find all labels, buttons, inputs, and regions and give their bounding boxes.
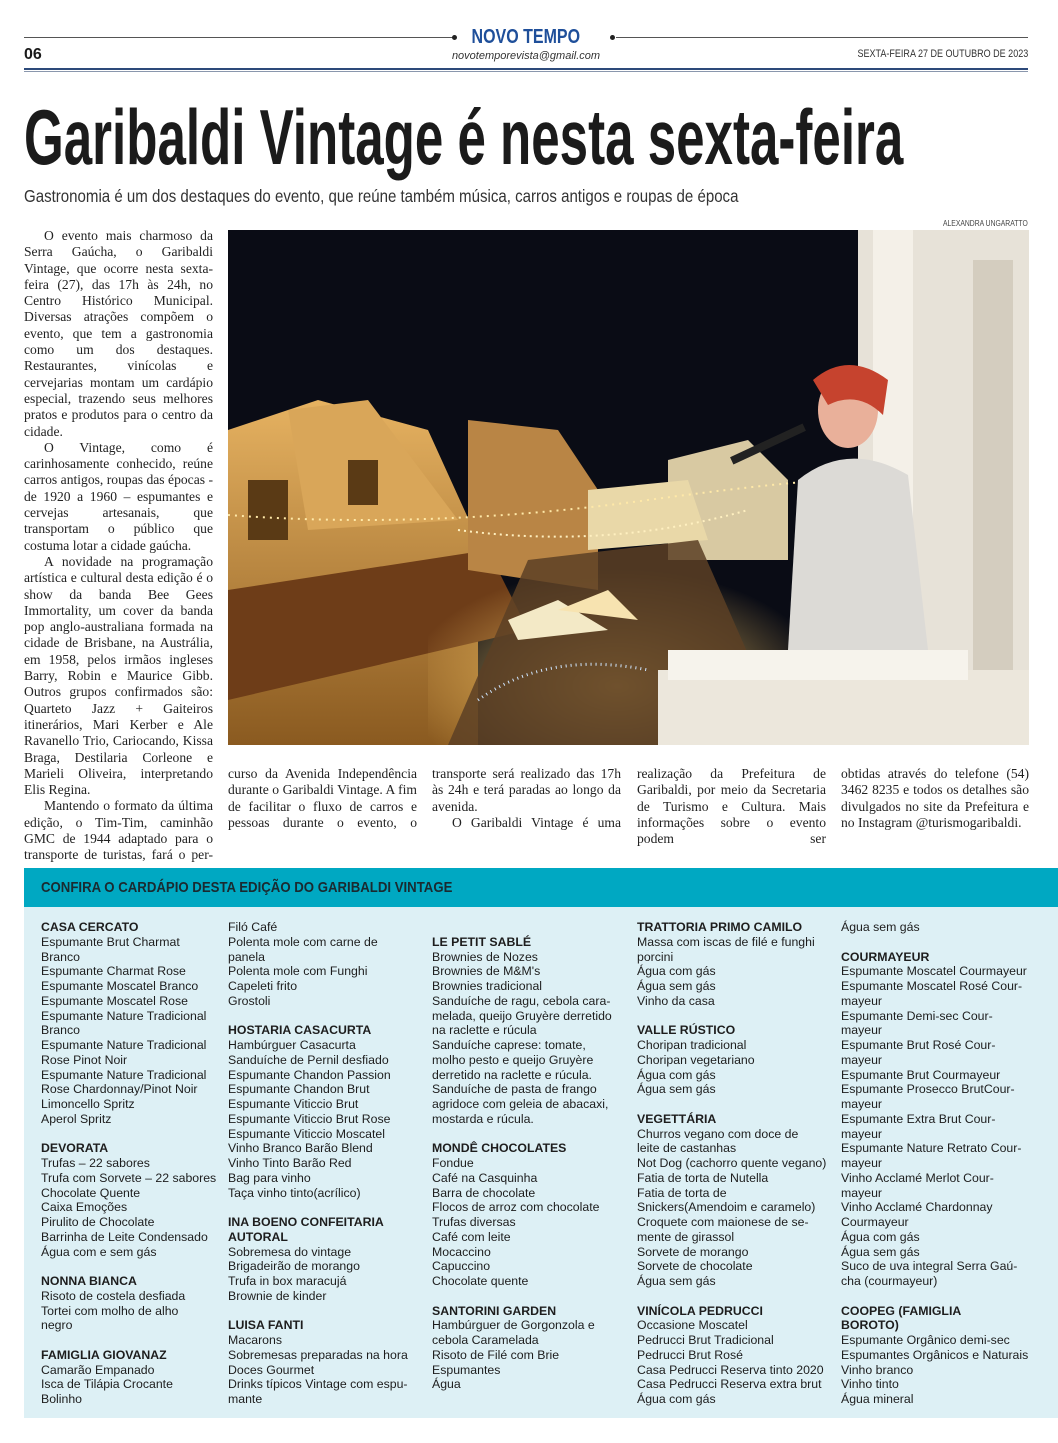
menu-item: Risoto de costela desfiada (41, 1288, 186, 1303)
article-paragraph: Mantendo o formato da última edição, o Tim-Tim, caminhão GMC de 1944 adaptado para o transporte de turistas, fará o per- (24, 798, 213, 863)
menu-item: Hambúrguer Casacurta (228, 1038, 356, 1052)
menu-item: Água com gás (637, 1392, 716, 1406)
menu-vendor-group (41, 1274, 216, 1333)
article-paragraph: curso da Avenida Independência durante o Garibaldi Vintage. A fim de facilitar o fluxo de carros e pessoas durante o evento, o (228, 766, 417, 830)
menu-item: Vinho tinto (841, 1377, 899, 1392)
vendor-name: TRATTORIA PRIMO CAMILO (637, 920, 803, 934)
menu-item: leite de castanhas (637, 1141, 737, 1156)
menu-item: Courmayeur (841, 1215, 909, 1229)
vendor-name: COOPEG (FAMIGLIA BOROTO) (841, 1303, 961, 1333)
menu-column-3 (432, 920, 612, 1407)
headline: Garibaldi Vintage é nesta sexta-feira (24, 93, 904, 181)
menu-item: Branco (41, 949, 80, 964)
menu-item: Espumante Brut Courmayeur (841, 1067, 1001, 1082)
menu-item: Trufas – 22 sabores (41, 1156, 150, 1170)
menu-item: Drinks típicos Vintage com espu- (228, 1377, 408, 1392)
menu-vendor-group (637, 1023, 826, 1097)
menu-item: Fatia de torta de Nutella (637, 1170, 769, 1185)
vendor-name: HOSTARIA CASACURTA (228, 1023, 372, 1038)
menu-item: Sanduíche de Pernil desfiado (228, 1052, 389, 1067)
menu-item: Polenta mole com carne de (228, 934, 378, 949)
article-paragraph: transporte será realizado das 17h às 24h e terá paradas ao longo da avenida. (432, 766, 621, 814)
menu-item: Vinho branco (841, 1362, 914, 1377)
menu-item: Espumante Viticcio Brut (228, 1097, 359, 1111)
menu-vendor-group (432, 1141, 612, 1289)
article-paragraph: obtidas através do telefone (54) 3462 8235 e todos os detalhes são divulgados no site da Prefeitura e no Instagram @turismogaribaldi. (841, 766, 1029, 830)
menu-item: Sobremesa do vintage (228, 1244, 352, 1259)
header-double-rule (24, 68, 1028, 70)
header-double-rule-thin (24, 71, 1028, 72)
menu-item: Água sem gás (841, 1244, 920, 1259)
menu-column-1 (41, 920, 216, 1422)
menu-item: Fondue (432, 1156, 474, 1170)
issue-date: SEXTA-FEIRA 27 DE OUTUBRO DE 2023 (857, 48, 1028, 60)
menu-item: Água com e sem gás (41, 1244, 157, 1259)
article-column-3 (432, 766, 621, 831)
menu-item: Mocaccino (432, 1244, 491, 1259)
menu-item: derretido na raclette e rúcula. (432, 1067, 592, 1082)
menu-item: Sanduíche caprese: tomate, (432, 1038, 586, 1052)
menu-item: Água sem gás (637, 1082, 716, 1097)
vendor-name: CASA CERCATO (41, 920, 139, 934)
menu-item: Bag para vinho (228, 1170, 311, 1185)
header-dot-right (610, 35, 615, 40)
menu-item: Aperol Spritz (41, 1111, 112, 1126)
menu-item: Camarão Empanado (41, 1362, 155, 1377)
menu-item: Choripan tradicional (637, 1038, 747, 1052)
menu-item: Choripan vegetariano (637, 1052, 755, 1067)
menu-item: Grostoli (228, 993, 271, 1008)
menu-vendor-group (637, 920, 826, 1009)
vendor-name: DEVORATA (41, 1141, 109, 1156)
menu-item: Sanduíche de pasta de frango (432, 1082, 597, 1097)
menu-item: Espumante Prosecco BrutCour- (841, 1082, 1015, 1097)
menu-item: Vinho da casa (637, 993, 715, 1008)
vendor-name: VALLE RÚSTICO (637, 1023, 736, 1038)
menu-item: cebola Caramelada (432, 1333, 539, 1347)
menu-item: Massa com iscas de filé e funghi (637, 934, 815, 949)
menu-item: Água (432, 1377, 461, 1392)
menu-item: Churros vegano com doce de (637, 1126, 799, 1141)
menu-item: Sobremesas preparadas na hora (228, 1347, 408, 1362)
menu-item: Espumante Viticcio Brut Rose (228, 1111, 391, 1126)
menu-item: Café com leite (432, 1229, 511, 1244)
menu-item: Bolinho (41, 1392, 83, 1406)
menu-item: Occasione Moscatel (637, 1318, 748, 1333)
menu-item: Pedrucci Brut Rosé (637, 1347, 743, 1362)
menu-item: Chocolate Quente (41, 1185, 141, 1200)
vendor-name: LE PETIT SABLÉ (432, 934, 532, 949)
brand-text: NOVO TEMPO (471, 26, 581, 48)
menu-item: Suco de uva integral Serra Gaú- (841, 1259, 1018, 1274)
menu-item: Capuccino (432, 1259, 491, 1274)
vendor-name: INA BOENO CONFEITARIA AUTORAL (228, 1215, 384, 1244)
menu-item: mayeur (841, 1097, 883, 1111)
menu-item: Pirulito de Chocolate (41, 1215, 155, 1229)
header-rule-right (616, 37, 1028, 38)
vendor-name: NONNA BIANCA (41, 1274, 137, 1288)
menu-vendor-group (637, 1112, 826, 1289)
menu-item: Espumante Nature Tradicional (41, 1008, 207, 1023)
menu-item: Brownie de kinder (228, 1288, 327, 1303)
menu-item: Sorvete de chocolate (637, 1259, 753, 1274)
menu-item: Brownies tradicional (432, 979, 543, 993)
menu-item: Trufa in box maracujá (228, 1274, 347, 1288)
menu-item: Tortei com molho de alho (41, 1303, 179, 1318)
menu-item: Espumante Moscatel Courmayeur (841, 964, 1027, 979)
menu-item: Água sem gás (637, 1274, 716, 1288)
menu-item: Caixa Emoções (41, 1200, 128, 1215)
menu-item: na raclette e rúcula (432, 1023, 537, 1038)
menu-item: molho pesto e queijo Gruyère (432, 1052, 594, 1067)
newspaper-brand (440, 26, 612, 49)
menu-item: Espumante Moscatel Rosé Cour- (841, 979, 1023, 993)
vendor-name: VEGETTÁRIA (637, 1111, 717, 1126)
menu-vendor-group (228, 1318, 408, 1407)
menu-item: Casa Pedrucci Reserva extra brut (637, 1377, 822, 1392)
menu-item: Espumante Demi-sec Cour- (841, 1008, 993, 1023)
menu-item: mayeur (841, 1126, 883, 1141)
menu-item: Barrinha de Leite Condensado (41, 1229, 208, 1244)
vendor-name: FAMIGLIA GIOVANAZ (41, 1347, 167, 1362)
menu-vendor-group (637, 1304, 826, 1407)
menu-item: Vinho Acclamé Merlot Cour- (841, 1170, 994, 1185)
menu-item: mente de girassol (637, 1229, 735, 1244)
menu-item: Limoncello Spritz (41, 1097, 135, 1111)
menu-item: Snickers(Amendoim e caramelo) (637, 1200, 816, 1215)
menu-item: mostarda e rúcula. (432, 1111, 534, 1126)
menu-column-4 (637, 920, 826, 1422)
menu-item: Pedrucci Brut Tradicional (637, 1333, 774, 1347)
menu-vendor-group (41, 1348, 216, 1407)
photo-credit: ALEXANDRA UNGARATTO (943, 219, 1028, 228)
menu-item: mayeur (841, 1156, 883, 1170)
header-rule-left (24, 37, 454, 38)
menu-vendor-group (841, 920, 1028, 935)
menu-item: Taça vinho tinto(acrílico) (228, 1185, 361, 1200)
menu-vendor-group (41, 1141, 216, 1259)
article-column-2 (228, 766, 417, 831)
menu-item: Água com gás (637, 964, 716, 979)
menu-item: Espumantes Orgânicos e Naturais (841, 1347, 1029, 1362)
menu-item: Espumante Extra Brut Cour- (841, 1111, 996, 1126)
contact-email: novotemporevista@gmail.com (451, 50, 601, 62)
menu-vendor-group (41, 920, 216, 1127)
menu-item: mayeur (841, 1185, 883, 1200)
menu-item: Café na Casquinha (432, 1170, 538, 1185)
menu-vendor-group (432, 935, 612, 1127)
article-column-4 (637, 766, 826, 847)
menu-item: Espumante Moscatel Rose (41, 993, 188, 1008)
menu-item: Rose Chardonnay/Pinot Noir (41, 1082, 198, 1097)
menu-item: Croquete com maionese de se- (637, 1215, 809, 1229)
menu-item: Chocolate quente (432, 1274, 529, 1288)
menu-item: cha (courmayeur) (841, 1274, 938, 1288)
menu-item: Vinho Tinto Barão Red (228, 1156, 352, 1170)
page-number: 06 (24, 46, 42, 63)
menu-item: Espumante Viticcio Moscatel (228, 1126, 385, 1141)
menu-item: Água mineral (841, 1392, 914, 1406)
menu-item: Espumante Brut Charmat (41, 934, 180, 949)
vendor-name: COURMAYEUR (841, 949, 930, 964)
menu-item: Água sem gás (637, 979, 716, 993)
menu-item: Brigadeirão de morango (228, 1259, 360, 1274)
menu-item: Espumante Brut Rosé Cour- (841, 1038, 996, 1052)
vendor-name: VINÍCOLA PEDRUCCI (637, 1303, 763, 1318)
menu-item: Flocos de arroz com chocolate (432, 1200, 600, 1215)
menu-item: Sanduíche de ragu, cebola cara- (432, 993, 611, 1008)
menu-item: agridoce com geleia de abacaxi, (432, 1097, 609, 1111)
menu-item: Isca de Tilápia Crocante (41, 1377, 173, 1392)
menu-vendor-group (228, 920, 408, 1009)
article-column-1 (24, 228, 213, 864)
menu-item: Espumante Chandon Brut (228, 1082, 370, 1097)
menu-item: Barra de chocolate (432, 1185, 536, 1200)
menu-vendor-group (432, 1304, 612, 1393)
vendor-name: MONDÊ CHOCOLATES (432, 1141, 567, 1156)
menu-column-5 (841, 920, 1028, 1422)
article-paragraph: realização da Prefeitura de Garibaldi, por meio da Secretaria de Turismo e Cultura. Mais informações sobre o evento podem ser (637, 766, 826, 847)
menu-item: Espumante Chandon Passion (228, 1067, 391, 1082)
menu-item: mayeur (841, 993, 883, 1008)
menu-item: Espumante Moscatel Branco (41, 979, 199, 993)
menu-item: Vinho Acclamé Chardonnay (841, 1200, 993, 1215)
menu-item: Rose Pinot Noir (41, 1052, 128, 1067)
menu-item: panela (228, 949, 265, 964)
subtitle: Gastronomia é um dos destaques do evento, que reúne também música, carros antigos e roupas de época (24, 186, 739, 206)
menu-item: Doces Gourmet (228, 1362, 315, 1377)
menu-item: Not Dog (cachorro quente vegano) (637, 1156, 827, 1170)
menu-item: Espumantes (432, 1362, 501, 1377)
menu-vendor-group (841, 950, 1028, 1289)
menu-item: Filó Café (228, 920, 278, 934)
article-paragraph: O Vintage, como é carinhosamente conhecido, reúne carros antigos, roupas das épocas - de 1920 a 1960 – espumantes e cervejas artesanais, que transportam o público que costuma lotar a cidade gaúcha. (24, 439, 213, 553)
menu-item: Espumante Charmat Rose (41, 964, 186, 979)
menu-item: Espumante Orgânico demi-sec (841, 1333, 1010, 1347)
menu-title: CONFIRA O CARDÁPIO DESTA EDIÇÃO DO GARIBALDI VINTAGE (41, 879, 453, 896)
menu-column-2 (228, 920, 408, 1422)
night-street-singer-illustration (228, 230, 1029, 745)
menu-vendor-group (841, 1304, 1028, 1407)
vendor-name: SANTORINI GARDEN (432, 1303, 557, 1318)
menu-item: Trufas diversas (432, 1215, 516, 1229)
menu-item: Espumante Nature Tradicional (41, 1038, 207, 1052)
menu-vendor-group (228, 1215, 408, 1304)
menu-item: porcini (637, 949, 674, 964)
menu-item: Capeleti frito (228, 979, 298, 993)
vendor-name: LUISA FANTI (228, 1318, 304, 1333)
menu-item: Polenta mole com Funghi (228, 964, 368, 979)
menu-item: Água com gás (637, 1067, 716, 1082)
menu-item: Água sem gás (841, 920, 920, 934)
menu-item: Macarons (228, 1333, 282, 1347)
menu-item: Brownies de Nozes (432, 949, 538, 964)
menu-item: Fatia de torta de (637, 1185, 727, 1200)
menu-item: melada, queijo Gruyère derretido (432, 1008, 612, 1023)
menu-item: mayeur (841, 1023, 883, 1038)
article-paragraph: O evento mais charmoso da Serra Gaúcha, o Garibaldi Vintage, que ocorre nesta sexta-feira (27), das 17h às 24h, no Centro Histórico Municipal. Diversas atrações compõem o evento, que tem a gastronomia como um dos destaques. Restaurantes, vinícolas e cervejarias montam um cardápio especial, trazendo seus melhores pratos e produtos para o centro da cidade. (24, 228, 213, 439)
menu-item: mante (228, 1392, 263, 1406)
menu-header-bar (24, 868, 1058, 907)
menu-item: Risoto de Filé com Brie (432, 1347, 560, 1362)
menu-item: mayeur (841, 1052, 883, 1067)
menu-item: Espumante Nature Tradicional (41, 1067, 207, 1082)
menu-item: negro (41, 1318, 73, 1333)
menu-item: Espumante Nature Retrato Cour- (841, 1141, 1022, 1156)
article-paragraph: A novidade na programação artística e cultural desta edição é o show da banda Bee Gees Immortality, um cover da banda pop anglo-australiana formada na cidade de Brisbane, na Austrália, em 1958, pelos irmãos ingleses Barry, Robin e Maurice Gibb. Outros grupos confirmados são: Quarteto Jazz + Gaiteiros itinerários, Mari Kerber e Ale Ravanello Trio, Cariocando, Kissa Braga, Destilaria Corleone e Marieli Oliveira, interpretando Elis Regina. (24, 553, 213, 798)
menu-item: Água com gás (841, 1229, 920, 1244)
menu-item: Branco (41, 1023, 80, 1038)
menu-item: Sorvete de morango (637, 1244, 749, 1259)
menu-item: Brownies de M&M's (432, 964, 541, 979)
menu-item: Trufa com Sorvete – 22 sabores (41, 1170, 217, 1185)
event-photo (228, 230, 1029, 745)
menu-vendor-group (228, 1023, 408, 1200)
article-paragraph: O Garibaldi Vintage é uma (452, 814, 621, 830)
menu-item: Hambúrguer de Gorgonzola e (432, 1318, 595, 1333)
article-column-5 (841, 766, 1029, 831)
menu-item: Casa Pedrucci Reserva tinto 2020 (637, 1362, 824, 1377)
menu-item: Vinho Branco Barão Blend (228, 1141, 373, 1156)
